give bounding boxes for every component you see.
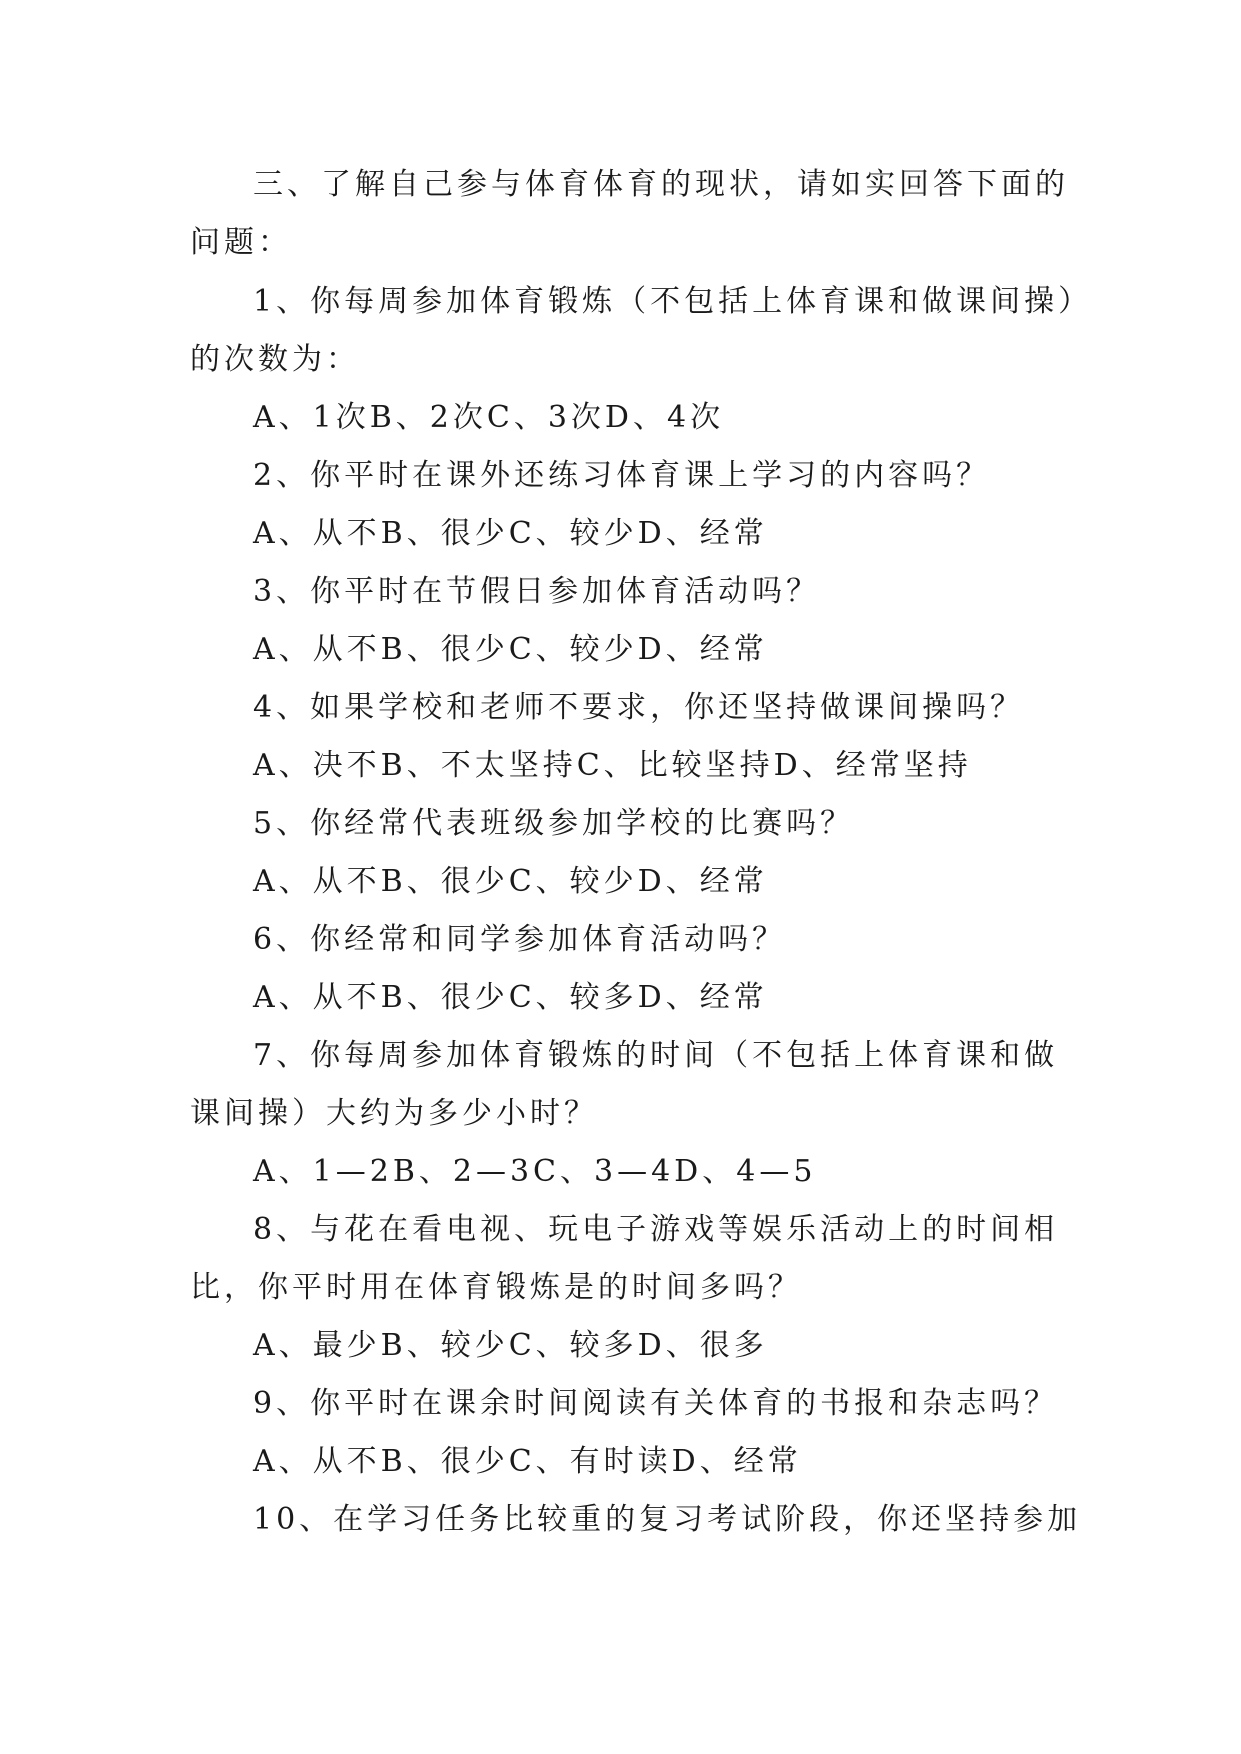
- answer-options-4: A、决不B、不太坚持C、比较坚持D、经常坚持: [253, 748, 972, 783]
- question-9: 9、你平时在课余时间阅读有关体育的书报和杂志吗？: [253, 1386, 1059, 1421]
- question-3: 3、你平时在节假日参加体育活动吗？: [253, 574, 821, 609]
- answer-options-8: A、最少B、较少C、较多D、很多: [253, 1328, 768, 1363]
- answer-options-2: A、从不B、很少C、较少D、经常: [253, 516, 768, 551]
- question-1: 1、你每周参加体育锻炼（不包括上体育课和做课间操）: [253, 284, 1093, 319]
- question-4: 4、如果学校和老师不要求，你还坚持做课间操吗？: [253, 690, 1025, 725]
- answer-options-6: A、从不B、很少C、较多D、经常: [253, 980, 768, 1015]
- question-1-continuation: 的次数为：: [190, 342, 360, 377]
- section-heading: 三、了解自己参与体育体育的现状，请如实回答下面的: [253, 167, 1069, 202]
- answer-options-3: A、从不B、很少C、较少D、经常: [253, 632, 768, 667]
- answer-options-5: A、从不B、很少C、较少D、经常: [253, 864, 768, 899]
- answer-options-1: A、1次B、2次C、3次D、4次: [253, 400, 725, 435]
- section-heading-continuation: 问题：: [190, 225, 292, 260]
- question-7: 7、你每周参加体育锻炼的时间（不包括上体育课和做: [253, 1038, 1059, 1073]
- question-10: 10、在学习任务比较重的复习考试阶段，你还坚持参加: [253, 1502, 1082, 1537]
- question-8-continuation: 比，你平时用在体育锻炼是的时间多吗？: [190, 1270, 802, 1305]
- question-7-continuation: 课间操）大约为多少小时？: [190, 1096, 598, 1131]
- answer-options-9: A、从不B、很少C、有时读D、经常: [253, 1444, 802, 1479]
- question-6: 6、你经常和同学参加体育活动吗？: [253, 922, 787, 957]
- answer-options-7: A、1—2B、2—3C、3—4D、4—5: [253, 1154, 817, 1189]
- question-8: 8、与花在看电视、玩电子游戏等娱乐活动上的时间相: [253, 1212, 1059, 1247]
- question-5: 5、你经常代表班级参加学校的比赛吗？: [253, 806, 855, 841]
- question-2: 2、你平时在课外还练习体育课上学习的内容吗？: [253, 458, 991, 493]
